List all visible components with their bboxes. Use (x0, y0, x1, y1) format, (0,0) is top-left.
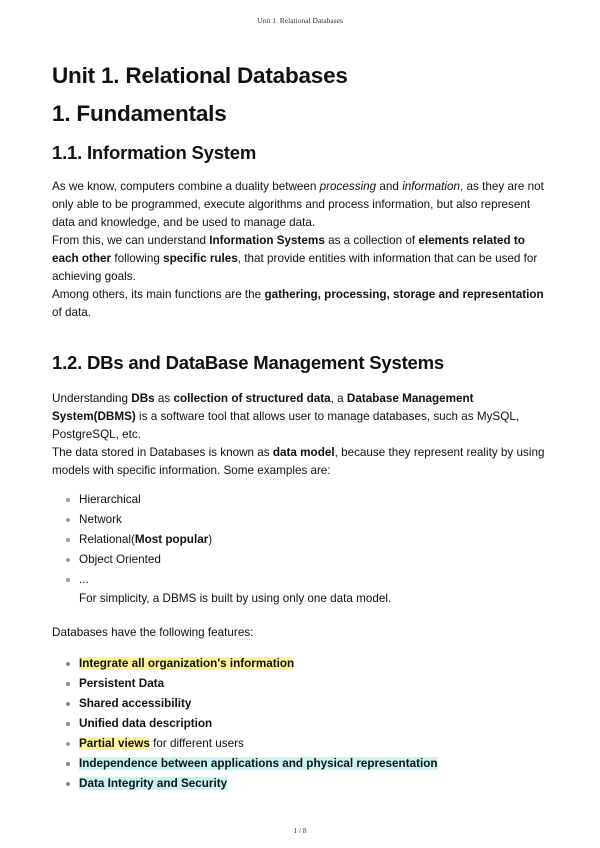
text-run: as a collection of (324, 234, 419, 247)
subsection-heading-dbms: 1.2. DBs and DataBase Management Systems (52, 352, 444, 373)
section-heading-fundamentals: 1. Fundamentals (52, 101, 227, 126)
text-run: following (111, 252, 164, 265)
subsection-heading-information-system: 1.1. Information System (52, 142, 257, 163)
list-item: Object Oriented (52, 550, 548, 570)
document-body (52, 60, 548, 794)
data-model-list (52, 490, 548, 590)
list-item (52, 654, 548, 674)
text-run: From this, we can understand (52, 234, 210, 247)
text-run: for different users (149, 737, 244, 750)
list-item (52, 530, 548, 550)
highlighted-text: Integrate all organization's information (79, 657, 295, 670)
text-run: Understanding (52, 392, 132, 405)
text-bold: DBs (131, 392, 155, 405)
text-bold: gathering, processing, storage and representation (264, 288, 544, 301)
text-run: The data stored in Databases is known as (52, 446, 273, 459)
list-item: Unified data description (52, 714, 548, 734)
text-run: As we know, computers combine a duality between (52, 180, 320, 193)
text-bold: elements related to each other (52, 234, 525, 265)
highlighted-text: Partial views (79, 737, 150, 750)
text-run: , because they represent reality by using models with specific information. Some examples are: (52, 446, 545, 477)
text-run: Relational( (79, 533, 135, 546)
paragraph-information-systems-definition (52, 232, 548, 286)
features-intro: Databases have the following features: (52, 626, 254, 639)
list-item: ... (52, 570, 548, 590)
text-run: Among others, its main functions are the (52, 288, 265, 301)
text-run: is a software tool that allows user to manage databases, such as MySQL, PostgreSQL, etc. (52, 410, 520, 441)
text-bold: Information Systems (209, 234, 325, 247)
text-run: as (154, 392, 174, 405)
text-bold: specific rules (163, 252, 238, 265)
text-italic: processing (319, 180, 377, 193)
list-item (52, 734, 548, 754)
text-run: , as they are not only able to be programmed, execute algorithms and process information, but also represent data and knowledge, and be used to manage data. (52, 180, 544, 229)
highlighted-text: Independence between applications and physical representation (79, 757, 438, 770)
text-run: ) (208, 533, 213, 546)
text-run: of data. (52, 306, 91, 319)
page-number: 1 / 8 (293, 826, 307, 835)
text-run: , a (330, 392, 347, 405)
text-bold: collection of structured data (173, 392, 331, 405)
paragraph-dbms-definition (52, 390, 548, 444)
paragraph-data-model (52, 444, 548, 480)
highlighted-text: Data Integrity and Security (79, 777, 228, 790)
list-item: Persistent Data (52, 674, 548, 694)
list-item (52, 774, 548, 794)
list-item: Network (52, 510, 548, 530)
text-run: , that provide entities with information that can be used for achieving goals. (52, 252, 538, 283)
text-run: and (376, 180, 403, 193)
text-bold: Most popular (134, 533, 209, 546)
list-item: Hierarchical (52, 490, 548, 510)
text-bold: data model (272, 446, 335, 459)
features-list (52, 654, 548, 794)
list-item: Shared accessibility (52, 694, 548, 714)
running-header: Unit 1. Relational Databases (257, 16, 343, 25)
text-bold: Database Management System(DBMS) (52, 392, 474, 423)
document-title: Unit 1. Relational Databases (52, 63, 348, 88)
data-model-note: For simplicity, a DBMS is built by using only one data model. (79, 592, 392, 605)
paragraph-main-functions (52, 286, 548, 322)
paragraph-information-system (52, 178, 548, 232)
text-italic: information (402, 180, 461, 193)
list-item (52, 754, 548, 774)
